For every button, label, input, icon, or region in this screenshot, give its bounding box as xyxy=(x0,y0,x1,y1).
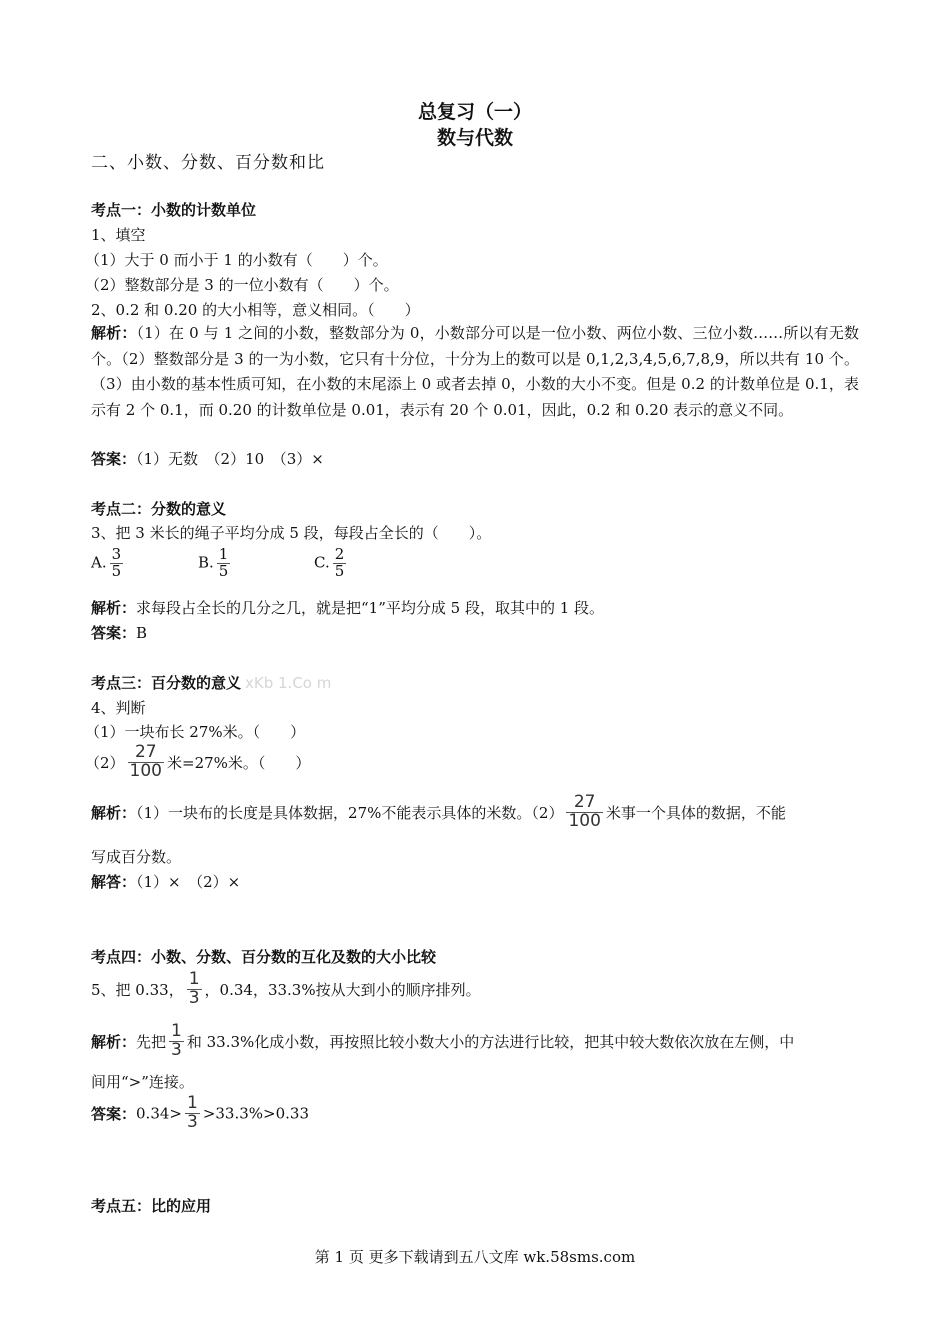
q4-text: 4、判断 xyxy=(91,699,146,717)
kp2-answer: 答案：B xyxy=(91,624,148,642)
kp4-answer: 答案：0.34> $\frac{1}{3}$ >33.3%>0.33 xyxy=(91,1093,309,1132)
fraction: $\frac{1}{3}$ xyxy=(188,969,200,1008)
q5-text: 5、把 0.33， $\frac{1}{3}$ ，0.34，33.3%按从大到小的顺序排列。 xyxy=(91,969,481,1008)
answer-text: （1）无数 （2）10 （3）× xyxy=(136,450,324,468)
q3-text: 3、把 3 米长的绳子平均分成 5 段，每段占全长的（ ）。 xyxy=(91,524,492,542)
answer-label: 答案： xyxy=(91,450,137,468)
kp3-answer: 解答：（1）× （2）× xyxy=(91,873,241,891)
kp4-heading: 考点四：小数、分数、百分数的互化及数的大小比较 xyxy=(91,948,437,966)
analysis-text: （1）在 0 与 1 之间的小数，整数部分为 0，小数部分可以是一位小数、两位小数、三位小数……所以有无数个。（2）整数部分是 3 的一为小数，它只有十分位，十分为上的数可以是 0,1,2,3,4,5,6,7,8,9，所以共有 10 个。（3）由小数的基本性质可知，在小数的末尾添上 0 或者去掉 0，小数的大小不变。但是 0.2 的计数单位是 0.1，表示有 2 个 0.1，而 0.20 的计数单位是 0.01，表示有 20 个 0.01，因此，0.2 和 0.20 表示的意义不同。 xyxy=(91,324,859,419)
kp4-analysis-line2: 间用“>”连接。 xyxy=(91,1073,194,1091)
fraction: $\frac{1}{3}$ xyxy=(171,1021,182,1060)
q1-text: 1、填空 xyxy=(91,226,146,244)
option-b: B. $\frac{1}{5}$ xyxy=(198,545,229,580)
kp3-heading: 考点三：百分数的意义 xyxy=(91,674,242,692)
kp2-analysis: 解析：求每段占全长的几分之几，就是把“1”平均分成 5 段，取其中的 1 段。 xyxy=(91,599,605,617)
watermark: xKb 1.Co m xyxy=(245,674,332,692)
kp5-heading: 考点五：比的应用 xyxy=(91,1197,212,1215)
fraction: $\frac{27}{100}$ xyxy=(129,742,162,781)
kp3-analysis-line2: 写成百分数。 xyxy=(91,848,182,866)
q1a-text: （1）大于 0 而小于 1 的小数有（ ）个。 xyxy=(85,251,388,269)
section-heading: 二、小数、分数、百分数和比 xyxy=(91,153,325,173)
kp4-analysis: 解析：先把 $\frac{1}{3}$ 和 33.3%化成小数，再按照比较小数大小的方法进行比较，把其中较大数依次放在左侧，中 xyxy=(91,1021,795,1060)
option-a: A. $\frac{3}{5}$ xyxy=(91,545,122,580)
fraction: $\frac{2}{5}$ xyxy=(334,545,345,580)
analysis-label: 解析： xyxy=(91,324,137,342)
kp2-heading: 考点二：分数的意义 xyxy=(91,500,227,518)
q1b-text: （2）整数部分是 3 的一位小数有（ ）个。 xyxy=(85,276,399,294)
kp1-heading: 考点一：小数的计数单位 xyxy=(91,201,257,219)
page-title: 总复习（一） xyxy=(417,101,532,123)
q4b-text: （2） $\frac{27}{100}$ 米=27%米。（ ） xyxy=(85,742,311,781)
q4a-text: （1）一块布长 27%米。（ ） xyxy=(85,723,306,741)
kp1-answer xyxy=(91,448,324,469)
page-subtitle: 数与代数 xyxy=(436,127,513,149)
kp3-heading-row xyxy=(91,672,331,693)
page-footer: 第 1 页 更多下载请到五八文库 wk.58sms.com xyxy=(314,1248,636,1266)
q2-text: 2、0.2 和 0.20 的大小相等，意义相同。（ ） xyxy=(91,301,420,319)
option-c: C. $\frac{2}{5}$ xyxy=(314,545,345,580)
kp1-analysis xyxy=(91,321,859,423)
fraction: $\frac{1}{5}$ xyxy=(218,545,229,580)
fraction: $\frac{1}{3}$ xyxy=(186,1093,198,1132)
fraction: $\frac{27}{100}$ xyxy=(568,792,601,831)
kp3-analysis: 解析：（1）一块布的长度是具体数据，27%不能表示具体的米数。（2） $\frac{27}{100}$ 米事一个具体的数据，不能 xyxy=(91,792,786,831)
fraction: $\frac{3}{5}$ xyxy=(111,545,122,580)
